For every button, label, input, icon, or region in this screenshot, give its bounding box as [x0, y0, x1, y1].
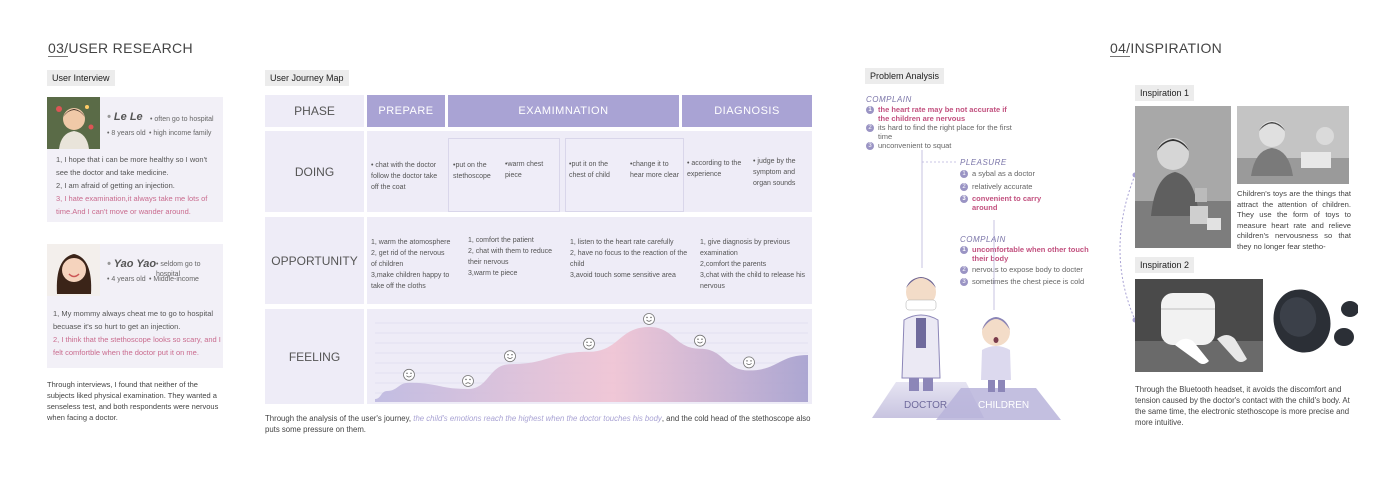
problem-1-item-2: its hard to find the right place for the first time [878, 123, 1012, 141]
feeling-chart [367, 309, 812, 404]
yaoyao-tag-frequency: seldom go to hospital [156, 261, 201, 278]
feeling-curve-area [375, 327, 808, 402]
journey-caption-start: Through the analysis of the user's journey, [265, 414, 414, 423]
feeling-face-2 [463, 376, 474, 387]
problem-group-complain-doctor: COMPLAIN 1 the heart rate may be not accurate if the children are nervous 2 its hard to find the right place for the first time 3 unconvenient to squat [866, 95, 1016, 151]
problem-1-item-3: unconvenient to squat [878, 141, 952, 150]
doing-item-5: change it to hear more clear [630, 161, 680, 179]
doing-item-7: judge by the symptom and organ sounds [753, 158, 796, 187]
yaoyao-name: Yao Yao [113, 258, 157, 270]
problem-group-complain-child: COMPLAIN 1 uncomfortable when other touch their body 2 nervous to expose body to docter 3 sometimes the chest piece is cold [960, 235, 1095, 286]
lele-quote-2: 2, I am afraid of getting an injection. [56, 181, 175, 190]
feeling-face-4 [584, 338, 595, 349]
phase-diagnosis: DIAGNOSIS [682, 95, 812, 127]
problem-2-item-3: convenient to carry around [972, 194, 1042, 212]
journey-map-label: User Journey Map [265, 70, 349, 86]
problem-1-item-1: the heart rate may be not accurate if the children are nervous [878, 105, 1007, 123]
doctor-children-illustration [866, 150, 1096, 425]
problem-analysis-label: Problem Analysis [865, 68, 944, 84]
inspiration-2-text: Through the Bluetooth headset, it avoids the discomfort and tension caused by the doctor's contact with the child's body. At the same time, the electronic stethoscope is more precise and more intuitive. [1135, 385, 1350, 427]
yaoyao-tag-income: Middle-income [153, 276, 199, 283]
yaoyao-photo [47, 244, 100, 296]
research-section-heading: USER RESEARCH [68, 40, 193, 56]
feeling-face-3 [505, 351, 516, 362]
research-section-number: 03/ [48, 40, 69, 56]
problem-3-item-2: nervous to expose body to docter [972, 265, 1083, 274]
problem-group-1-title: COMPLAIN [866, 95, 912, 104]
doing-item-4: put it on the chest of child [569, 161, 610, 179]
problem-3-item-1: uncomfortable when other touch their body [972, 245, 1089, 263]
doctor-label: DOCTOR [904, 400, 948, 411]
row-label-opportunity: OPPORTUNITY [271, 253, 358, 268]
child-figure [981, 317, 1011, 392]
doing-item-2: put on the stethoscope [453, 162, 491, 180]
inspiration-1-photo-b [1237, 106, 1349, 184]
journey-caption [265, 413, 815, 435]
feeling-face-6 [695, 335, 706, 346]
lele-tag-age: 8 years old [111, 130, 146, 137]
yaoyao-quote-1: 1, My mommy always cheat me to go to hospital becuase it's so hurt to get an injection. [53, 309, 214, 331]
interview-card-yaoyao: • Yao Yao • seldom go to hospital • 4 years old • Middle-income 1, My mommy always cheat me to go to hospital becuase it's so hurt to get an injection. 2, I think that the stethoscope looks so scary, and I felt comfortble when the doctor put it on me. [47, 244, 223, 368]
lele-tag-frequency: often go to hospital [154, 116, 214, 123]
phase-prepare: PREPARE [367, 95, 445, 127]
inspiration-2-photo-a [1135, 279, 1263, 372]
lele-name: Le Le [113, 111, 143, 123]
opportunity-diagnosis: 1, give diagnosis by previous examination 2,comfort the parents 3,chat with the child to release his nervous [700, 239, 806, 290]
inspiration-1-label: Inspiration 1 [1135, 85, 1194, 101]
yaoyao-tag-age: 4 years old [111, 276, 146, 283]
interview-summary: Through interviews, I found that neither of the subjects liked physical examination. They wanted a senseless test, and both respondents were nervous when facing a doctor. [47, 380, 219, 422]
journey-caption-end: , and the cold head of the stethoscope also puts some pressure on them. [265, 414, 811, 434]
problem-3-item-3: sometimes the chest piece is cold [972, 276, 1085, 286]
inspiration-2-label: Inspiration 2 [1135, 257, 1194, 273]
problem-2-item-1: a sybal as a doctor [972, 169, 1035, 178]
inspiration-2-photo-b [1268, 279, 1358, 372]
inspiration-1-text: Children's toys are the things that attract the attention of children. They use the form of toys to measure heart rate and relieve children's nervousness so that they no longer fear stetho- [1237, 189, 1351, 251]
feeling-face-1 [404, 369, 415, 380]
yaoyao-quote-2: 2, I think that the stethoscope looks so scary, and I felt comfortble when the doctor put it on me. [53, 335, 221, 357]
inspiration-1-photo-a [1135, 106, 1231, 248]
lele-quotes [56, 153, 221, 218]
inspiration-section-number: 04/ [1110, 40, 1131, 56]
doing-item-6: according to the experience [687, 160, 742, 178]
row-label-feeling: FEELING [288, 349, 341, 364]
row-label-doing: DOING [294, 164, 335, 179]
research-section-title [48, 40, 193, 56]
lele-quote-1: 1, I hope that i can be more healthy so I won't see the doctor and take medicine. [56, 155, 208, 177]
doing-item-3: warm chest piece [505, 161, 544, 179]
lele-quote-3: 3, I hate examination,it always take me lots of time.And I can't move or wander around. [56, 194, 208, 216]
interview-card-lele: • Le Le • often go to hospital • 8 years old • high income family 1, I hope that i can be more healthy so I won't see the doctor and take medicine. 2, I am afraid of getting an injection. 3, I hate examination,it always take me lots of time.And I can't move or wander around. [47, 97, 223, 222]
opportunity-exam-2: 1, listen to the heart rate carefully 2, have no focus to the reaction of the child 3,avoid touch some sensitive area [570, 239, 688, 279]
opportunity-prepare: 1, warm the atomosphere 2, get rid of the nervous of children 3,make children happy to take off the cloths [371, 239, 451, 290]
problem-group-pleasure: PLEASURE 1 a sybal as a doctor 2 relatively accurate 3 convenient to carry around [960, 158, 1060, 212]
lele-photo [47, 97, 100, 149]
children-label: CHILDREN [978, 400, 1030, 411]
doctor-figure [902, 277, 940, 391]
feeling-face-7 [744, 357, 755, 368]
inspiration-section-title [1110, 40, 1222, 56]
problem-group-2-title: PLEASURE [960, 158, 1007, 167]
problem-group-3-title: COMPLAIN [960, 235, 1006, 244]
phase-examination: EXAMIMNATION [448, 95, 679, 127]
problem-2-item-2: relatively accurate [972, 181, 1033, 191]
doing-item-1: chat with the doctor follow the doctor take off the coat [371, 162, 438, 191]
user-interview-label: User Interview [47, 70, 115, 86]
inspiration-section-heading: INSPIRATION [1130, 40, 1223, 56]
opportunity-exam-1: 1, comfort the patient 2, chat with them to reduce their nervous 3,warm te piece [468, 237, 553, 277]
row-label-phase: PHASE [294, 104, 335, 118]
yaoyao-quotes [53, 307, 221, 359]
feeling-face-5 [644, 314, 655, 325]
lele-tag-income: high income family [153, 130, 212, 137]
journey-caption-highlight: the child's emotions reach the highest when the doctor touches his body [413, 414, 662, 423]
